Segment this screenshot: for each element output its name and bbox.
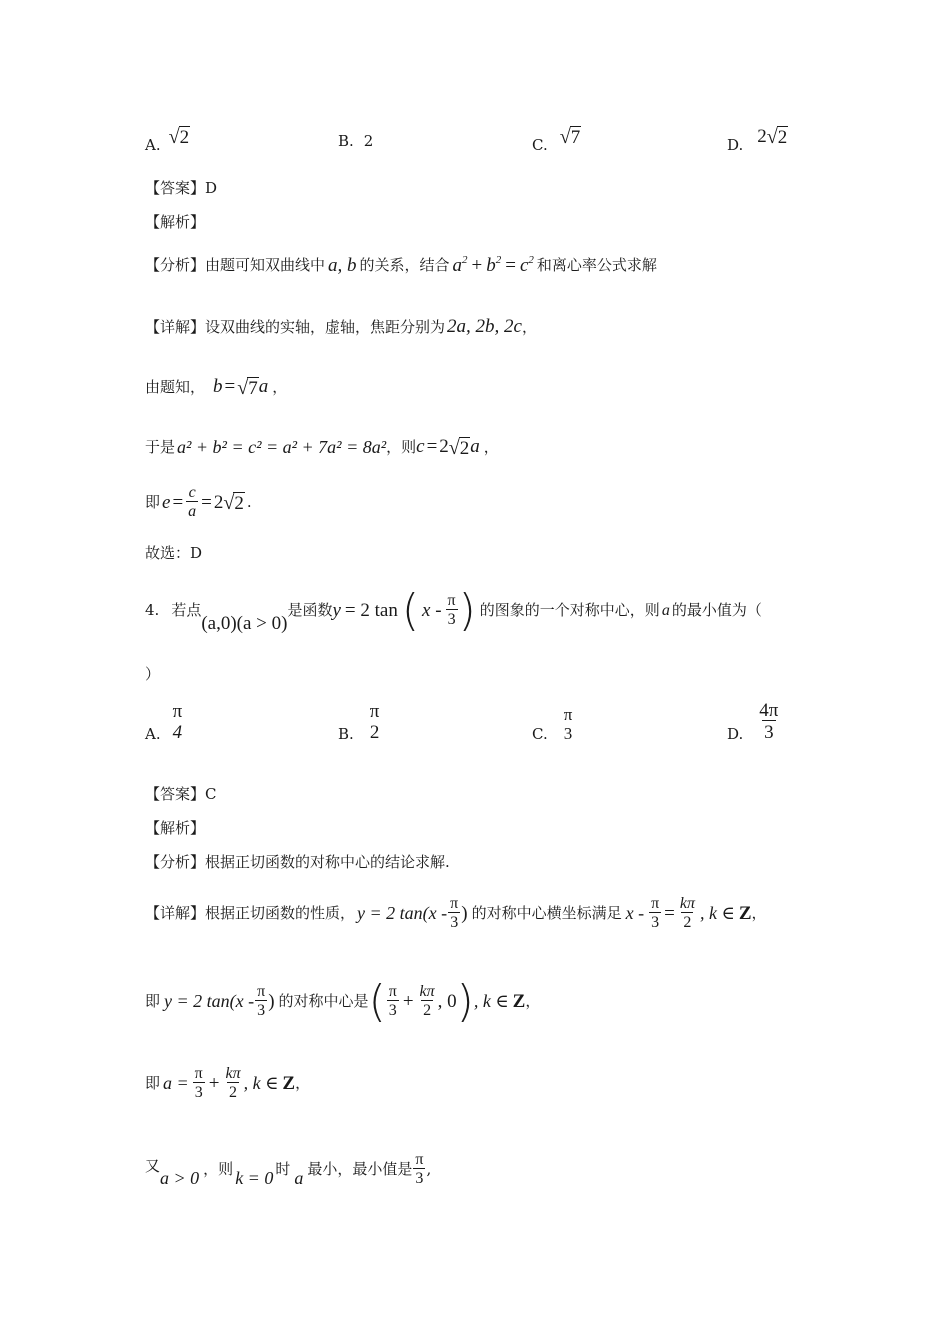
fraction: π 4 [172,700,183,743]
fraction: $\frac{\pi}{3}$ [388,983,397,1019]
q3-line-b: 由题知， b = √ 7 a ， [145,376,288,399]
fraction: $\frac{\pi}{3}$ [194,1065,203,1101]
fraction: $\frac{\pi}{3}$ [447,592,456,628]
q3-line-e: 即 e = $\frac{c}{a}$ = 2 √ 2 . [145,484,252,520]
option-label: A. [145,136,161,154]
q4-question: 4. 若点 (a,0)(a > 0) 是函数 y = 2 tan ( x - $\frac{\pi}{3}$ ) 的图象的一个对称中心，则 a 的最小值为（ [145,585,762,636]
fraction: $\frac{c}{a}$ [188,484,197,520]
fraction: $\frac{\pi}{3}$ [450,895,459,931]
q3-detail: 【详解】 设双曲线的实轴，虚轴，焦距分别为 2a, 2b, 2c ， [145,316,537,337]
sqrt-2: √ 2 [223,492,244,514]
fraction: $\frac{k\pi}{2}$ [419,983,435,1019]
q4-option-c: C. π 3 [532,704,573,743]
q4-analysis-heading: 【解析】 [145,819,206,837]
q4-line-a: 即 a = $\frac{\pi}{3}$ + $\frac{k\pi}{2}$ , k ∈ Z ， [145,1065,311,1101]
q3-option-c [532,120,581,153]
fraction: $\frac{\pi}{3}$ [415,1151,424,1187]
option-label: B. [338,132,354,150]
q3-option-d: D. 2 √ 2 [727,125,788,154]
q4-line-center: 即 y = 2 tan(x - $\frac{\pi}{3}$ ) 的对称中心是 ( $\frac{\pi}{3}$ + $\frac{k\pi}{2}$ , 0 ) , k ∈ Z ， [145,976,541,1027]
q4-answer: 【答案】C [145,785,217,803]
sqrt-7: √ 7 [559,126,581,148]
q3-analysis: 【分析】 由题可知双曲线中 a, b 的关系，结合 $a^2$ + $b^2$ = $c^2$ 和离心率公式求解 [145,254,657,276]
fraction: $\frac{4\pi}{3}$ [759,700,779,743]
option-label: C. [532,136,548,154]
q4-option-b: B. π 2 [338,700,380,743]
q3-option-b [338,134,373,149]
sqrt-2: √ 2 [448,436,470,459]
option-label: D. [727,136,744,154]
q4-analysis: 【分析】根据正切函数的对称中心的结论求解. [145,853,450,871]
fraction: π 2 [369,700,380,743]
fraction: $\frac{k\pi}{2}$ [679,895,695,931]
q4-detail: 【详解】 根据正切函数的性质， y = 2 tan(x - $\frac{\pi}{3}$ ) 的对称中心横坐标满足 x - $\frac{\pi}{3}$ = $\frac{k\pi}{2}$ , k ∈ Z ， [145,895,767,931]
sqrt-2: √ 2 [766,126,788,148]
fraction: $\frac{\pi}{3}$ [651,895,660,931]
q3-choice: 故选：D [145,544,203,562]
sqrt-7: √ 7 [237,376,258,399]
sqrt-2: √ 2 [168,126,190,148]
q4-line-min: 又 a > 0 ，则 k = 0 时 a 最小，最小值是 $\frac{\pi}{3}$ , [145,1151,432,1188]
q4-option-a: A. π 4 [145,700,183,743]
fraction: π 3 [563,704,573,743]
q3-analysis-heading: 【解析】 [145,213,206,231]
option-value: 2 [363,132,374,150]
q3-option-a [145,120,190,153]
q4-option-d: D. $\frac{4\pi}{3}$ [727,700,779,743]
q3-line-c: 于是 a² + b² = c² = a² + 7a² = 8a² ，则 c = 2 √ 2 a ， [145,436,499,459]
q4-close-paren: ） [145,665,161,683]
q3-answer: 【答案】D [145,179,218,197]
fraction: $\frac{\pi}{3}$ [257,983,266,1019]
fraction: $\frac{k\pi}{2}$ [225,1065,241,1101]
